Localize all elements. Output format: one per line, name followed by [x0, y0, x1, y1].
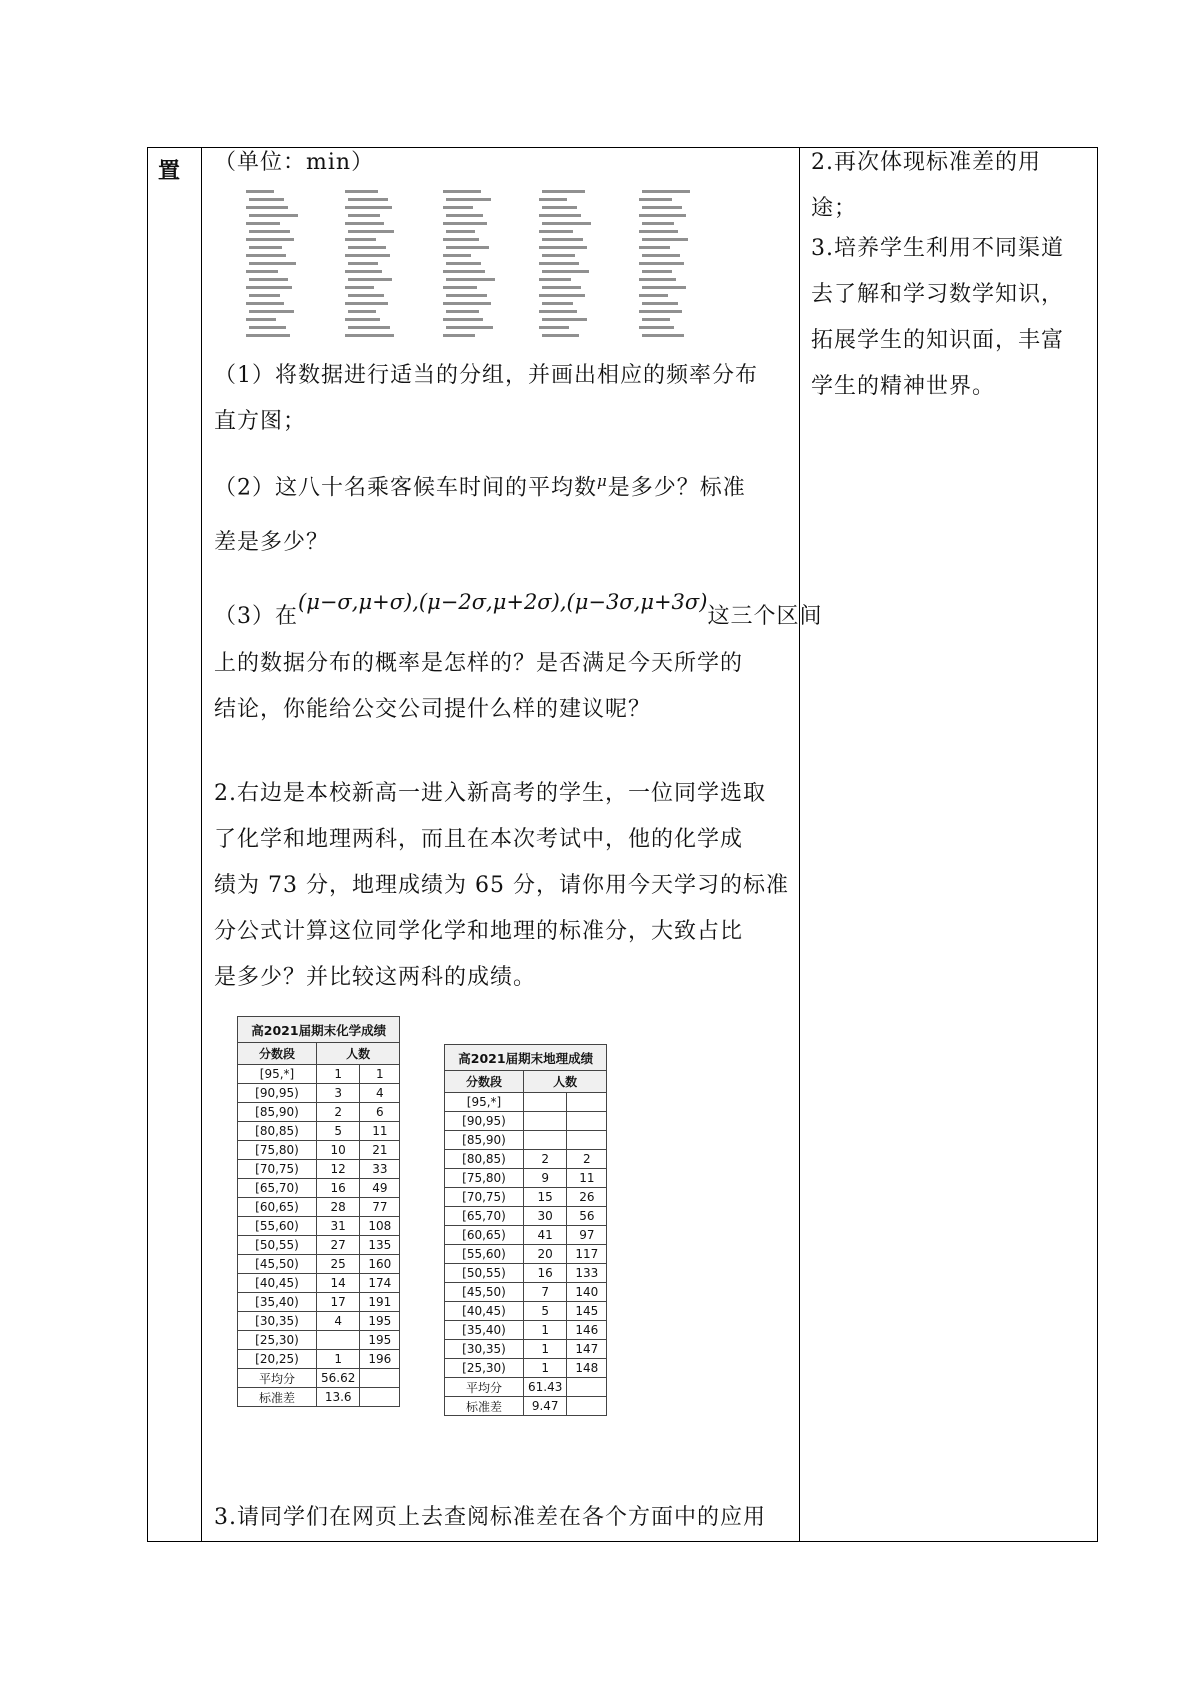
question-2-line-1 [214, 458, 746, 511]
table-cell [567, 1131, 607, 1150]
table-cell: 195 [360, 1331, 400, 1350]
table-cell: 108 [360, 1217, 400, 1236]
table-cell: [90,95) [445, 1112, 524, 1131]
problem-2-line-2: 了化学和地理两科，而且在本次考试中，他的化学成 [214, 827, 744, 852]
interval-formula: (μ−σ,μ+σ),(μ−2σ,μ+2σ),(μ−3σ,μ+3σ) [298, 590, 708, 614]
question-2-text-b: 是多少？标准 [607, 475, 746, 501]
table-row [238, 1369, 400, 1388]
table-cell: 20 [524, 1245, 567, 1264]
table-cell: [55,60) [445, 1245, 524, 1264]
purpose-line: 去了解和学习数学知识， [811, 282, 1065, 307]
table-cell: [45,50) [445, 1283, 524, 1302]
table-cell: 7 [524, 1283, 567, 1302]
table-cell: 12 [317, 1160, 360, 1179]
purpose-line: 拓展学生的知识面，丰富 [811, 328, 1065, 353]
table-cell: 4 [317, 1312, 360, 1331]
table-row [445, 1131, 607, 1150]
table-cell: [60,65) [238, 1198, 317, 1217]
table-cell: 16 [524, 1264, 567, 1283]
table-cell: [35,40) [238, 1293, 317, 1312]
blurred-data-column [638, 190, 688, 340]
column-header-segment: 分数段 [445, 1071, 524, 1093]
table-cell: [20,25) [238, 1350, 317, 1369]
table-cell: [30,35) [445, 1340, 524, 1359]
column-header-count: 人数 [524, 1071, 607, 1093]
table-cell: 97 [567, 1226, 607, 1245]
problem-2-line-1: 2.右边是本校新高一进入新高考的学生，一位同学选取 [214, 781, 766, 806]
table-cell: 117 [567, 1245, 607, 1264]
table-row [238, 1198, 400, 1217]
table-cell: 195 [360, 1312, 400, 1331]
table-cell: [40,45) [238, 1274, 317, 1293]
table-cell: [80,85) [445, 1150, 524, 1169]
table-row [445, 1207, 607, 1226]
table-cell: [80,85) [238, 1122, 317, 1141]
table-row [238, 1274, 400, 1293]
table-cell: 2 [567, 1150, 607, 1169]
table-row [445, 1226, 607, 1245]
table-cell: 9.47 [524, 1397, 567, 1416]
table-cell: [70,75) [445, 1188, 524, 1207]
table-cell [567, 1093, 607, 1112]
table-cell: [30,35) [238, 1312, 317, 1331]
blurred-data-column [344, 190, 394, 340]
table-cell: [55,60) [238, 1217, 317, 1236]
table-cell: 1 [524, 1340, 567, 1359]
table-row [445, 1302, 607, 1321]
table-row [238, 1293, 400, 1312]
table-cell: 61.43 [524, 1378, 567, 1397]
table-cell: [25,30) [445, 1359, 524, 1378]
table-cell: 17 [317, 1293, 360, 1312]
table-row [445, 1150, 607, 1169]
table-cell: 13.6 [317, 1388, 360, 1407]
table-cell: 30 [524, 1207, 567, 1226]
table-cell: 196 [360, 1350, 400, 1369]
blurred-data-column [246, 190, 296, 340]
table-cell: [45,50) [238, 1255, 317, 1274]
table-cell [360, 1369, 400, 1388]
table-row [238, 1388, 400, 1407]
table-cell: [50,55) [238, 1236, 317, 1255]
table-cell: [75,80) [445, 1169, 524, 1188]
table-cell: 135 [360, 1236, 400, 1255]
table-cell: 平均分 [445, 1378, 524, 1397]
table-cell: 133 [567, 1264, 607, 1283]
table-row [238, 1103, 400, 1122]
problem-2-line-4: 分公式计算这位同学化学和地理的标准分，大致占比 [214, 919, 744, 944]
table-row [445, 1169, 607, 1188]
table-cell: 33 [360, 1160, 400, 1179]
table-row [238, 1312, 400, 1331]
table-cell: [85,90) [238, 1103, 317, 1122]
question-3-line-1 [214, 579, 822, 640]
table-cell: 4 [360, 1084, 400, 1103]
table-row [238, 1179, 400, 1198]
table-row [445, 1397, 607, 1416]
column-divider-left [201, 148, 202, 1541]
table-cell: 26 [567, 1188, 607, 1207]
purpose-line: 途； [811, 196, 858, 221]
table-row [238, 1065, 400, 1084]
table-cell: 16 [317, 1179, 360, 1198]
table-cell [524, 1112, 567, 1131]
table-cell: [75,80) [238, 1141, 317, 1160]
table-cell [524, 1131, 567, 1150]
section-header: 置 [158, 158, 181, 184]
table-cell [524, 1093, 567, 1112]
table-cell: 28 [317, 1198, 360, 1217]
table-cell: 1 [524, 1321, 567, 1340]
table-cell: 1 [317, 1350, 360, 1369]
table-cell: [95,*] [445, 1093, 524, 1112]
table-row [445, 1264, 607, 1283]
table-cell: 11 [567, 1169, 607, 1188]
table-row [238, 1331, 400, 1350]
table-row [445, 1321, 607, 1340]
table-cell: 5 [524, 1302, 567, 1321]
geography-score-table [444, 1044, 607, 1416]
table-cell: 2 [524, 1150, 567, 1169]
table-cell: 5 [317, 1122, 360, 1141]
table-cell: 6 [360, 1103, 400, 1122]
table-cell: 147 [567, 1340, 607, 1359]
table-cell: 49 [360, 1179, 400, 1198]
table-row [238, 1122, 400, 1141]
problem-2-line-5: 是多少？并比较这两科的成绩。 [214, 965, 537, 990]
table-row [445, 1283, 607, 1302]
table-cell: 2 [317, 1103, 360, 1122]
table-cell: 27 [317, 1236, 360, 1255]
table-cell: 3 [317, 1084, 360, 1103]
table-cell: 160 [360, 1255, 400, 1274]
table-row [445, 1093, 607, 1112]
table-title: 高2021届期末化学成绩 [238, 1017, 400, 1043]
table-cell: [25,30) [238, 1331, 317, 1350]
question-3-line-3: 结论，你能给公交公司提什么样的建议呢？ [214, 697, 652, 722]
table-cell: [40,45) [445, 1302, 524, 1321]
table-cell: [70,75) [238, 1160, 317, 1179]
table-row [238, 1350, 400, 1369]
table-cell: 25 [317, 1255, 360, 1274]
problem-3-line-1: 3.请同学们在网页上去查阅标准差在各个方面中的应用 [214, 1505, 766, 1530]
question-2-text-a: （2）这八十名乘客候车时间的平均数 [214, 475, 597, 501]
table-cell: 174 [360, 1274, 400, 1293]
table-cell: 标准差 [238, 1388, 317, 1407]
table-cell: 41 [524, 1226, 567, 1245]
table-row [238, 1236, 400, 1255]
table-cell: 140 [567, 1283, 607, 1302]
lesson-table [147, 147, 1098, 1542]
question-3-text-b: 这三个区间 [707, 604, 823, 629]
table-cell: 15 [524, 1188, 567, 1207]
chemistry-score-table [237, 1016, 400, 1407]
table-row [445, 1245, 607, 1264]
table-title: 高2021届期末地理成绩 [445, 1045, 607, 1071]
table-cell: 11 [360, 1122, 400, 1141]
question-3-line-2: 上的数据分布的概率是怎样的？是否满足今天所学的 [214, 651, 744, 676]
column-header-segment: 分数段 [238, 1043, 317, 1065]
table-cell: [50,55) [445, 1264, 524, 1283]
table-cell: 31 [317, 1217, 360, 1236]
table-cell: 1 [360, 1065, 400, 1084]
table-row [445, 1359, 607, 1378]
table-row [445, 1378, 607, 1397]
table-cell: [60,65) [445, 1226, 524, 1245]
table-cell: 56 [567, 1207, 607, 1226]
question-1-line-1: （1）将数据进行适当的分组，并画出相应的频率分布 [214, 363, 758, 388]
table-cell: [85,90) [445, 1131, 524, 1150]
question-1-line-2: 直方图； [214, 409, 307, 434]
table-cell [567, 1397, 607, 1416]
table-cell: 9 [524, 1169, 567, 1188]
column-divider-right [799, 148, 800, 1541]
column-header-count: 人数 [317, 1043, 400, 1065]
table-row [238, 1160, 400, 1179]
purpose-line: 3.培养学生利用不同渠道 [811, 236, 1064, 261]
mu-symbol: μ [597, 472, 608, 490]
table-cell: 148 [567, 1359, 607, 1378]
table-cell: 平均分 [238, 1369, 317, 1388]
question-2-line-2: 差是多少？ [214, 530, 330, 555]
table-cell: 1 [317, 1065, 360, 1084]
table-cell: [65,70) [445, 1207, 524, 1226]
question-3-text-a: （3）在 [214, 604, 298, 629]
blurred-data-image [236, 190, 706, 340]
table-cell: 77 [360, 1198, 400, 1217]
table-cell: [95,*] [238, 1065, 317, 1084]
blurred-data-column [539, 190, 589, 340]
table-cell: 1 [524, 1359, 567, 1378]
table-cell: 191 [360, 1293, 400, 1312]
table-row [238, 1255, 400, 1274]
problem-2-line-3: 绩为 73 分，地理成绩为 65 分，请你用今天学习的标准 [214, 873, 789, 898]
purpose-line: 2.再次体现标准差的用 [811, 150, 1041, 175]
table-cell [360, 1388, 400, 1407]
table-row [238, 1084, 400, 1103]
table-cell: [65,70) [238, 1179, 317, 1198]
table-cell: 145 [567, 1302, 607, 1321]
unit-label: （单位：min） [214, 150, 375, 175]
table-row [445, 1340, 607, 1359]
table-row [238, 1217, 400, 1236]
table-cell: 标准差 [445, 1397, 524, 1416]
table-cell: 146 [567, 1321, 607, 1340]
table-row [238, 1141, 400, 1160]
table-cell: 21 [360, 1141, 400, 1160]
table-cell: 14 [317, 1274, 360, 1293]
table-cell: 10 [317, 1141, 360, 1160]
table-cell [567, 1112, 607, 1131]
table-row [445, 1112, 607, 1131]
table-cell [317, 1331, 360, 1350]
table-cell: [90,95) [238, 1084, 317, 1103]
table-cell: [35,40) [445, 1321, 524, 1340]
purpose-line: 学生的精神世界。 [811, 374, 996, 399]
table-cell: 56.62 [317, 1369, 360, 1388]
table-cell [567, 1378, 607, 1397]
blurred-data-column [441, 190, 491, 340]
table-row [445, 1188, 607, 1207]
